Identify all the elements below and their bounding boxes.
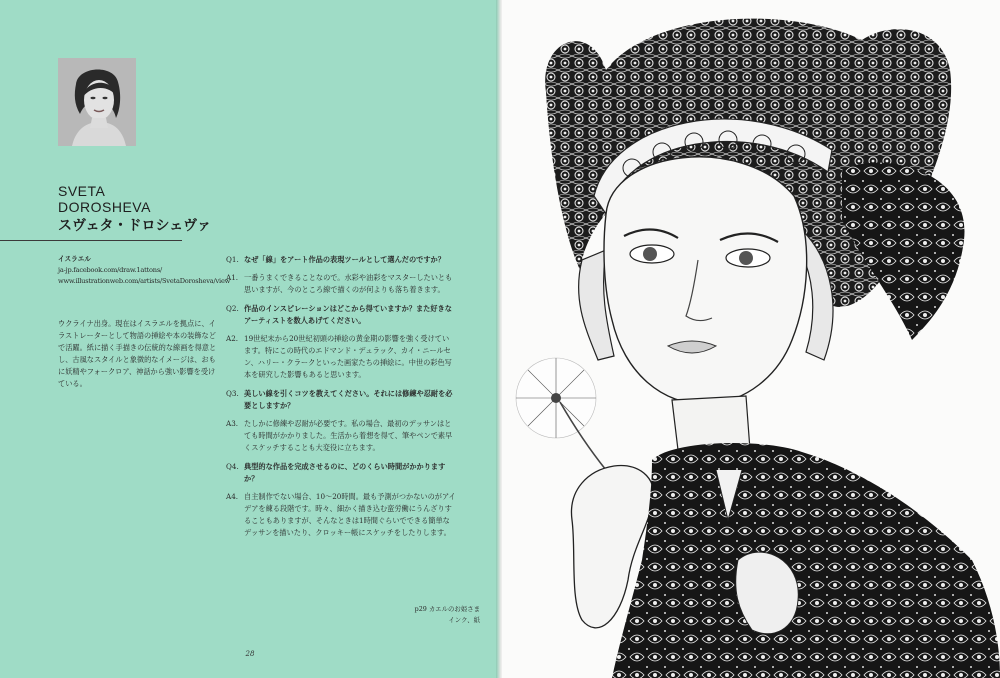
- answer-label: A3.: [226, 419, 239, 428]
- answer: [226, 272, 456, 296]
- caption-medium: インク、紙: [448, 616, 480, 624]
- qa-item: [226, 461, 456, 539]
- question-text: 作品のインスピレーションはどこから得ていますか？また好きなアーティストを数人あげてください。: [244, 304, 452, 325]
- question-text: なぜ「線」をアート作品の表現ツールとして選んだのですか？: [244, 255, 445, 264]
- artist-name-line2: DOROSHEVA: [58, 199, 151, 215]
- qa-item: [226, 254, 456, 296]
- question-text: 典型的な作品を完成させるのに、どのくらい時間がかかりますか？: [244, 462, 446, 483]
- artist-bio: ウクライナ出身。現在はイスラエルを拠点に、イラストレーターとして物語の挿絵や本の装飾などで活躍。紙に描く手描きの伝統的な線画を得意とし、古風なスタイルと象徴的なイメージは、おもに妖精やフォークロア、神話から強い影響を受けている。: [58, 319, 217, 388]
- answer: [226, 418, 456, 454]
- answer-text: 19世紀末から20世紀初頭の挿絵の黄金期の影響を強く受けています。特にこの時代のエドマンド・デュラック、カイ・ニールセン、ハリー・クラークといった画家たちの挿絵に。中世の彩色写本を研究した影響もあると思います。: [244, 334, 452, 379]
- question: [226, 461, 456, 485]
- question-label: Q2.: [226, 304, 239, 313]
- face: [604, 157, 807, 404]
- ornate-dress: [612, 443, 1000, 678]
- ink-illustration: [502, 0, 1000, 678]
- artist-name-japanese: スヴェタ・ドロシェヴァ: [58, 218, 212, 234]
- right-page: [502, 0, 1000, 678]
- interview-qa: [226, 254, 456, 546]
- qa-item: [226, 388, 456, 454]
- qa-item: [226, 303, 456, 381]
- question-text: 美しい線を引くコツを教えてください。それには修練や忍耐を必要としますか？: [244, 389, 453, 410]
- question-label: Q4.: [226, 462, 239, 471]
- question: [226, 254, 456, 266]
- question-label: Q3.: [226, 389, 239, 398]
- page-number: 28: [245, 650, 255, 658]
- question: [226, 303, 456, 327]
- caption-title: p29 カエルのお姫さま: [414, 605, 480, 613]
- artist-link-facebook[interactable]: ja-jp.facebook.com/draw.1attons/: [58, 266, 163, 274]
- portrait-image: [58, 58, 136, 146]
- answer-label: A2.: [226, 334, 239, 343]
- artist-link-website[interactable]: www.illustrationweb.com/artists/SvetaDorosheva/view: [58, 277, 231, 285]
- artist-meta: [58, 254, 231, 287]
- question-label: Q1.: [226, 255, 239, 264]
- answer-text: 自主制作でない場合、10～20時間。最も予測がつかないのがアイデアを練る段階です。時々、細かく描き込む蛮労働にうんざりすることもありますが、そんなときは1時間ぐらいでできる簡単なデッサンを描いたり、クロッキー帳にスケッチをしたりします。: [244, 492, 456, 537]
- answer-text: たしかに修練や忍耐が必要です。私の場合、最初のデッサンはとても時間がかかりました。生活から着想を得て、筆やペンで素早くスケッチすることも大変役に立ちます。: [244, 419, 453, 452]
- artist-name-line1: SVETA: [58, 183, 106, 199]
- artwork-caption: [380, 604, 480, 626]
- artist-name-english: [58, 183, 151, 215]
- answer-label: A1.: [226, 273, 239, 282]
- left-page: [0, 0, 498, 678]
- answer-text: 一番うまくできることなので。水彩や油彩をマスターしたいとも思いますが、今のところ線で描くのが何よりも落ち着きます。: [244, 273, 453, 294]
- artist-portrait-photo: [58, 58, 136, 146]
- artist-location: イスラエル: [58, 255, 91, 263]
- answer-label: A4.: [226, 492, 239, 501]
- divider-line: [0, 240, 182, 241]
- dandelion: [516, 358, 606, 470]
- question: [226, 388, 456, 412]
- answer: [226, 491, 456, 539]
- answer: [226, 333, 456, 381]
